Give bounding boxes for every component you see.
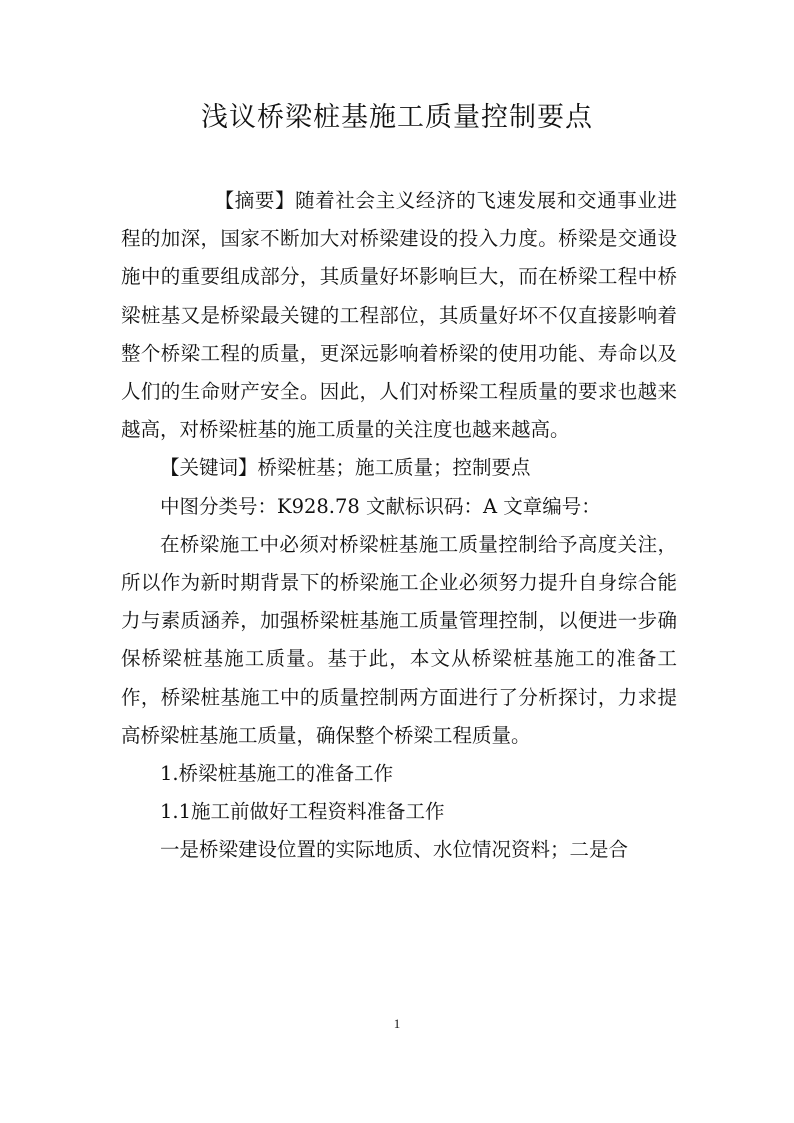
document-title: 浅议桥梁桩基施工质量控制要点: [201, 102, 593, 133]
section-heading: 1.桥梁桩基施工的准备工作: [160, 762, 394, 786]
classification-paragraph: 中图分类号：K928.78 文献标识码：A 文章编号：: [160, 494, 601, 518]
body-paragraph: 一是桥梁建设位置的实际地质、水位情况资料；二是合: [160, 838, 629, 862]
intro-paragraph: 在桥梁施工中必须对桥梁桩基施工质量控制给予高度关注，所以作为新时期背景下的桥梁施工企业必须努力提升自身综合能力与素质涵养，加强桥梁桩基施工质量管理控制，以便进一步确保桥梁桩基施工质量。基于此，本文从桥梁桩基施工的准备工作，桥梁桩基施工中的质量控制两方面进行了分析探讨，力求提高桥梁桩基施工质量，确保整个桥梁工程质量。: [121, 532, 677, 747]
document-body: [121, 182, 677, 870]
keywords-paragraph: 【关键词】桥梁桩基；施工质量；控制要点: [160, 456, 531, 480]
subsection-heading: 1.1施工前做好工程资料准备工作: [160, 800, 445, 824]
page-number: 1: [393, 1016, 401, 1031]
abstract-paragraph: 【摘要】随着社会主义经济的飞速发展和交通事业进程的加深，国家不断加大对桥梁建设的投入力度。桥梁是交通设施中的重要组成部分，其质量好坏影响巨大，而在桥梁工程中桥梁桩基又是桥梁最关键的工程部位，其质量好坏不仅直接影响着整个桥梁工程的质量，更深远影响着桥梁的使用功能、寿命以及人们的生命财产安全。因此，人们对桥梁工程质量的要求也越来越高，对桥梁桩基的施工质量的关注度也越来越高。: [121, 189, 677, 442]
